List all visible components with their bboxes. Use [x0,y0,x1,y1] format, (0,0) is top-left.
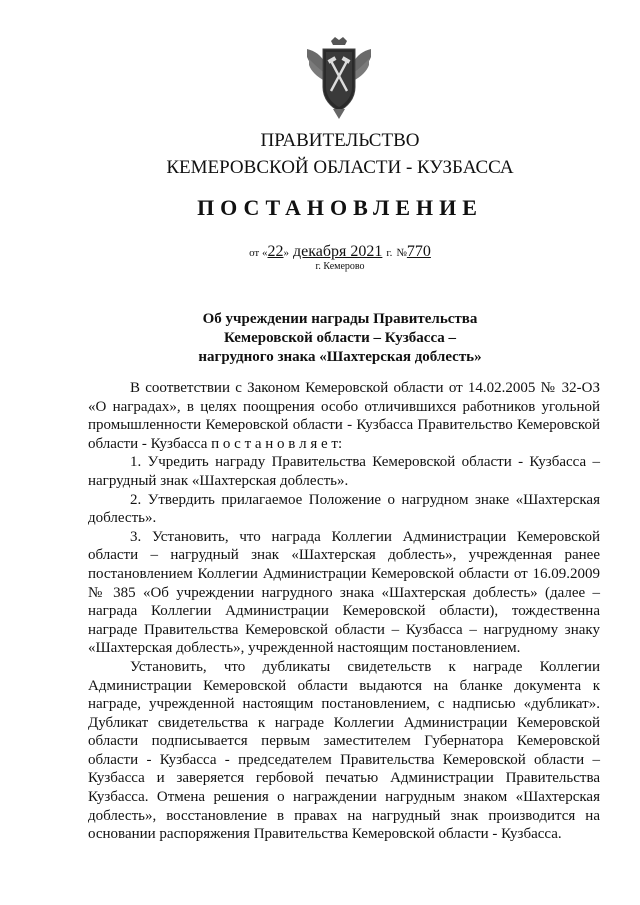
title-line3: нагрудного знака «Шахтерская доблесть» [198,349,482,365]
kuzbass-coat-of-arms-icon [301,35,377,121]
clause-3: 3. Установить, что награда Коллегии Администрации Кемеровской области – нагрудный знак «Шахтерская доблесть», учрежденная ранее постановлением Коллегии Администрации Кемеровской области от 16.09.2009 № 385 «Об учреждении нагрудного знака «Шахтерская доблесть» (далее – награда Коллегии Администрации Кемеровской области), тождественна награде Правительства Кемеровской области – Кузбасса – нагрудному знаку «Шахтерская доблесть», учрежденной настоящим постановлением. [88,528,600,657]
document-type: ПОСТАНОВЛЕНИЕ [197,195,483,220]
title-line2: Кемеровской области – Кузбасса – [223,330,457,346]
document-title [0,310,640,367]
date-day: 22 [267,243,284,260]
date-year-suffix: г. [386,247,393,259]
number-prefix: № [396,247,407,259]
document-number: 770 [406,243,431,260]
date-month-year: декабря 2021 [293,243,383,260]
intro-paragraph: В соответствии с Законом Кемеровской области от 14.02.2005 № 32-ОЗ «О наградах», в целях поощрения особо отличившихся работников угольной промышленности Кемеровской области - Кузбасса Правительство Кемеровской области - Кузбасса п о с т а н о в л я е т: [88,380,600,452]
city: г. Кемерово [315,261,365,272]
org-name-line1: ПРАВИТЕЛЬСТВО [260,130,420,151]
org-name-line2: КЕМЕРОВСКОЙ ОБЛАСТИ - КУЗБАССА [166,157,514,178]
date-line [0,243,640,261]
clause-3-continued: Установить, что дубликаты свидетельств к награде Коллегии Администрации Кемеровской области выдаются на бланке документа к награде, учрежденной настоящим постановлением, с надписью «дубликат». Дубликат свидетельства к награде Коллегии Администрации Кемеровской области подписывается первым заместителем Губернатора Кемеровской области - Кузбасса - председателем Правительства Кемеровской области – Кузбасса и заверяется гербовой печатью Администрации Правительства Кузбасса. Отмена решения о награждении нагрудным знаком «Шахтерская доблесть», восстановление в правах на нагрудный знак производится на основании распоряжения Правительства Кемеровской области - Кузбасса. [88,658,600,843]
title-line1: Об учреждении награды Правительства [202,311,478,327]
clause-2: 2. Утвердить прилагаемое Положение о нагрудном знаке «Шахтерская доблесть». [88,491,600,527]
document-body [88,379,600,844]
clause-1: 1. Учредить награду Правительства Кемеровской области - Кузбасса – нагрудный знак «Шахтерская доблесть». [88,454,600,489]
date-close-quote: » [283,247,289,259]
date-prefix: от « [249,247,268,259]
